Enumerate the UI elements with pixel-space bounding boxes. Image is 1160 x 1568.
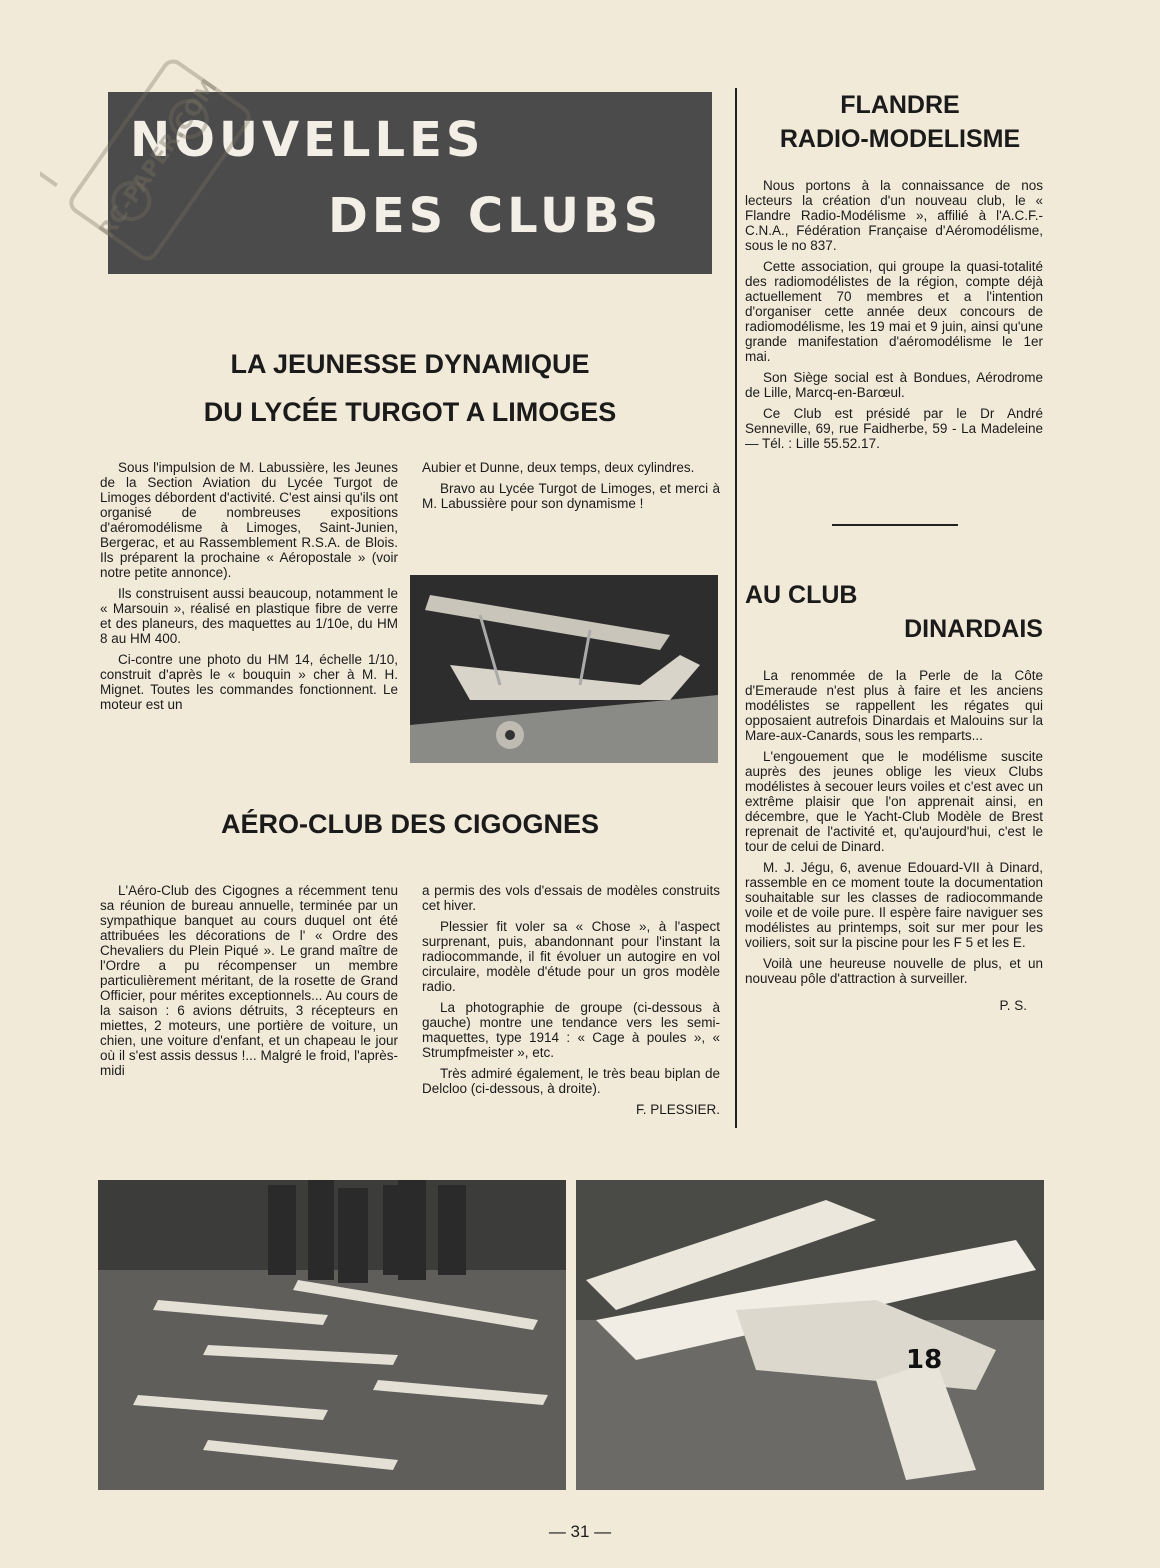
paragraph: Très admiré également, le très beau biplan de Delcloo (ci-dessous, à droite). <box>422 1066 720 1096</box>
article-title-flandre <box>745 88 1055 156</box>
article-title-dinardais <box>745 578 1043 646</box>
photo-group-models <box>98 1180 566 1490</box>
paragraph: La renommée de la Perle de la Côte d'Emeraude n'est plus à faire et les anciens modélistes se rappellent les régates qui opposaient autrefois Dinardais et Malouins sur la Mare-aux-Canards, sous les remparts... <box>745 668 1043 743</box>
svg-text:RC-PAPER.COM: RC-PAPER.COM <box>94 75 223 244</box>
paragraph: Cette association, qui groupe la quasi-totalité des radiomodélistes de la région, compte déjà actuellement 70 membres et a l'intention d'organiser cette année deux concours de radiomodélisme, les 19 mai et 9 juin, ainsi qu'une grande manifestation d'aéromodélisme le 1er mai. <box>745 259 1043 364</box>
paragraph: L'engouement que le modélisme suscite auprès des jeunes oblige les vieux Clubs modélistes à secouer leurs voiles et c'est avec un extrême plaisir que l'on apprenait ainsi, en décembre, que le Yacht-Club Modèle de Brest reprenait de l'activité et, qu'aujourd'hui, c'est le tour de celui de Dinard. <box>745 749 1043 854</box>
watermark-stamp <box>40 40 280 280</box>
article-title-line: AU CLUB <box>745 581 858 609</box>
article-title-line: FLANDRE <box>840 91 960 119</box>
article1-column-left <box>100 460 398 718</box>
page-number: — 31 — <box>548 1522 612 1541</box>
article1-column-right <box>422 460 720 517</box>
column-divider <box>735 88 737 1128</box>
banner-title-line1: NOUVELLES <box>130 112 485 168</box>
separator-rule <box>832 524 958 526</box>
paragraph: Bravo au Lycée Turgot de Limoges, et merci à M. Labussière pour son dynamisme ! <box>422 481 720 511</box>
signature: F. PLESSIER. <box>635 1102 720 1117</box>
photo-hm14-model <box>410 575 718 763</box>
paragraph: Ce Club est présidé par le Dr André Senneville, 69, rue Faidherbe, 59 - La Madeleine — Tél. : Lille 55.52.17. <box>745 406 1043 451</box>
article2-column-left <box>100 883 398 1084</box>
article4-column <box>745 668 1043 1013</box>
article-title-line: DINARDAIS <box>904 615 1043 643</box>
article-title-line: DU LYCÉE TURGOT A LIMOGES <box>203 397 617 427</box>
article2-column-right <box>422 883 720 1117</box>
article-title-cigognes: AÉRO-CLUB DES CIGOGNES <box>220 809 600 839</box>
banner-title-line2: DES CLUBS <box>328 188 663 244</box>
paragraph: Ci-contre une photo du HM 14, échelle 1/10, construit d'après le « bouquin » cher à M. H. Mignet. Toutes les commandes fonctionnent. Le moteur est un <box>100 652 398 712</box>
photo-delcloo-biplane <box>576 1180 1044 1490</box>
paragraph: Son Siège social est à Bondues, Aérodrome de Lille, Marcq-en-Barœul. <box>745 370 1043 400</box>
paragraph: a permis des vols d'essais de modèles construits cet hiver. <box>422 883 720 913</box>
signature: P. S. <box>999 998 1027 1013</box>
paragraph: M. J. Jégu, 6, avenue Edouard-VII à Dinard, rassemble en ce moment toute la documentation souhaitable sur les classes de radiocommande voile et de voile pure. Il espère faire naviguer ses modélistes au printemps, soit sur mer pour les voiliers, soit sur la piscine pour les F 5 et les E. <box>745 860 1043 950</box>
paragraph: La photographie de groupe (ci-dessous à gauche) montre une tendance vers les semi-maquettes, type 1914 : « Cage à poules », « Strumpfmeister », etc. <box>422 1000 720 1060</box>
paragraph: Sous l'impulsion de M. Labussière, les Jeunes de la Section Aviation du Lycée Turgot de Limoges débordent d'activité. C'est ainsi qu'ils ont organisé de nombreuses expositions d'aéromodélisme à Limoges, Saint-Junien, Bergerac, et au Rassemblement R.S.A. de Blois. Ils préparent la prochaine « Aéropostale » (voir notre petite annonce). <box>100 460 398 580</box>
article-title-lycee-turgot <box>108 340 712 436</box>
paragraph: Nous portons à la connaissance de nos lecteurs la création d'un nouveau club, le « Flandre Radio-Modélisme », affilié à l'A.C.F.-C.N.A., Fédération Française d'Aéromodélisme, sous le no 837. <box>745 178 1043 253</box>
article-title-line: RADIO-MODELISME <box>779 125 1021 153</box>
paragraph: L'Aéro-Club des Cigognes a récemment tenu sa réunion de bureau annuelle, terminée par un sympathique banquet au cours duquel ont été attribuées les décorations de l' « Ordre des Chevaliers du Plein Piqué ». Le grand maître de l'Ordre a pu récompenser un membre particulièrement méritant, de la rosette de Grand Officier, pour mérites exceptionnels... Au cours de la saison : 6 avions détruits, 3 récepteurs en miettes, 2 moteurs, une portière de voiture, un chien, une voiture d'enfant, et un chapeau le jour où il s'est assis dessus !... Malgré le froid, l'après-midi <box>100 883 398 1078</box>
paragraph: Ils construisent aussi beaucoup, notamment le « Marsouin », réalisé en plastique fibre de verre et des planeurs, des maquettes au 1/10e, du HM 8 au HM 400. <box>100 586 398 646</box>
svg-text:18: 18 <box>906 1345 943 1375</box>
paragraph: Plessier fit voler sa « Chose », à l'aspect surprenant, puis, abandonnant pour l'instant la radiocommande, il fit évoluer un autogire en vol circulaire, modèle d'étude pour un gros modèle radio. <box>422 919 720 994</box>
article-title-line: LA JEUNESSE DYNAMIQUE <box>230 349 590 379</box>
paragraph: Aubier et Dunne, deux temps, deux cylindres. <box>422 460 695 475</box>
article3-column <box>745 178 1043 457</box>
paragraph: Voilà une heureuse nouvelle de plus, et un nouveau pôle d'attraction à surveiller. <box>745 956 1043 986</box>
